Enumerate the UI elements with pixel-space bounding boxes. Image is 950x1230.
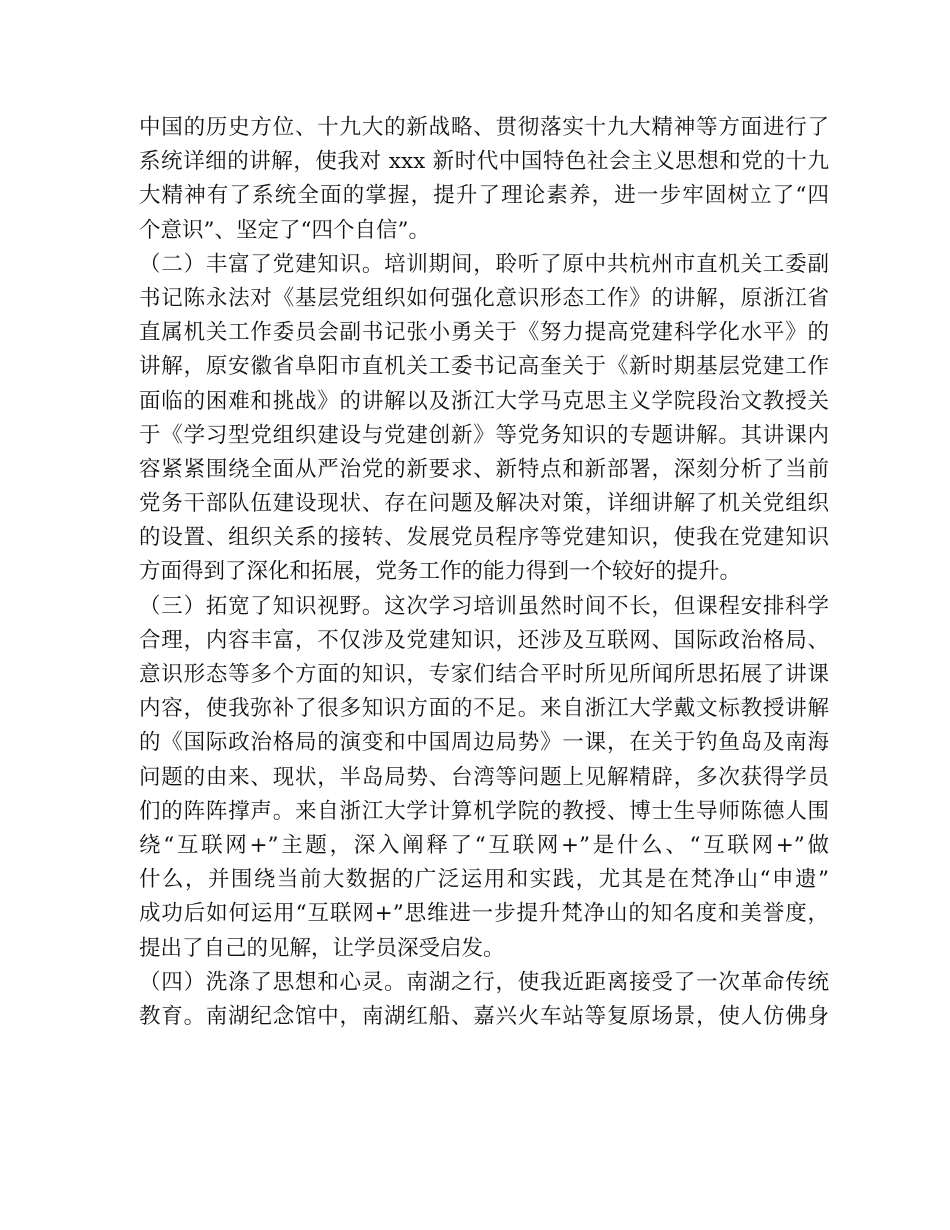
- text-line: 方面得到了深化和拓展，党务工作的能力得到一个较好的提升。: [139, 559, 742, 585]
- text-line: 合理，内容丰富，不仅涉及党建知识，还涉及互联网、国际政治格局、: [139, 627, 829, 653]
- text-line: 教育。南湖纪念馆中，南湖红船、嘉兴火车站等复原场景，使人仿佛身: [139, 1003, 829, 1029]
- text-line: 什么，并围绕当前大数据的广泛运用和实践，尤其是在梵净山“申遗”: [139, 867, 829, 893]
- text-line: 问题的由来、现状，半岛局势、台湾等问题上见解精辟，多次获得学员: [139, 764, 829, 790]
- text-line: 内容，使我弥补了很多知识方面的不足。来自浙江大学戴文标教授讲解: [139, 696, 829, 722]
- text-line: （三）拓宽了知识视野。这次学习培训虽然时间不长，但课程安排科学: [139, 593, 829, 619]
- text-line: 意识形态等多个方面的知识，专家们结合平时所见所闻所思拓展了讲课: [139, 662, 829, 687]
- text-line: 中国的历史方位、十九大的新战略、贯彻落实十九大精神等方面进行了: [139, 115, 829, 140]
- text-line: 提出了自己的见解，让学员深受启发。: [139, 935, 505, 961]
- text-line: 直属机关工作委员会副书记张小勇关于《努力提高党建科学化水平》的: [139, 320, 829, 346]
- text-line: 于《学习型党组织建设与党建创新》等党务知识的专题讲解。其讲课内: [139, 422, 829, 448]
- text-line: 绕“互联网+”主题，深入阐释了“互联网+”是什么、“互联网+”做: [139, 832, 829, 858]
- text-line: 讲解，原安徽省阜阳市直机关工委书记高奎关于《新时期基层党建工作: [139, 354, 829, 380]
- text-line: 个意识”、坚定了“四个自信”。: [139, 217, 430, 243]
- text-line: 大精神有了系统全面的掌握，提升了理论素养，进一步牢固树立了“四: [139, 183, 829, 209]
- text-line: 系统详细的讲解，使我对 xxx 新时代中国特色社会主义思想和党的十九: [139, 149, 829, 175]
- text-line: 面临的困难和挑战》的讲解以及浙江大学马克思主义学院段治文教授关: [139, 388, 829, 414]
- text-line: 成功后如何运用“互联网+”思维进一步提升梵净山的知名度和美誉度，: [139, 901, 829, 927]
- text-line: （二）丰富了党建知识。培训期间，聆听了原中共杭州市直机关工委副: [139, 251, 829, 277]
- text-line: 们的阵阵撑声。来自浙江大学计算机学院的教授、博士生导师陈德人围: [139, 798, 829, 824]
- text-line: 的设置、组织关系的接转、发展党员程序等党建知识，使我在党建知识: [139, 525, 829, 551]
- text-line: 党务干部队伍建设现状、存在问题及解决对策，详细讲解了机关党组织: [139, 491, 829, 517]
- text-line: 容紧紧围绕全面从严治党的新要求、新特点和新部署，深刻分析了当前: [139, 456, 829, 482]
- text-line: （四）洗涤了思想和心灵。南湖之行，使我近距离接受了一次革命传统: [139, 969, 829, 995]
- text-line: 的《国际政治格局的演变和中国周边局势》一课，在关于钓鱼岛及南海: [139, 730, 829, 756]
- text-line: 书记陈永法对《基层党组织如何强化意识形态工作》的讲解，原浙江省: [139, 285, 829, 311]
- body-text: [139, 111, 829, 1034]
